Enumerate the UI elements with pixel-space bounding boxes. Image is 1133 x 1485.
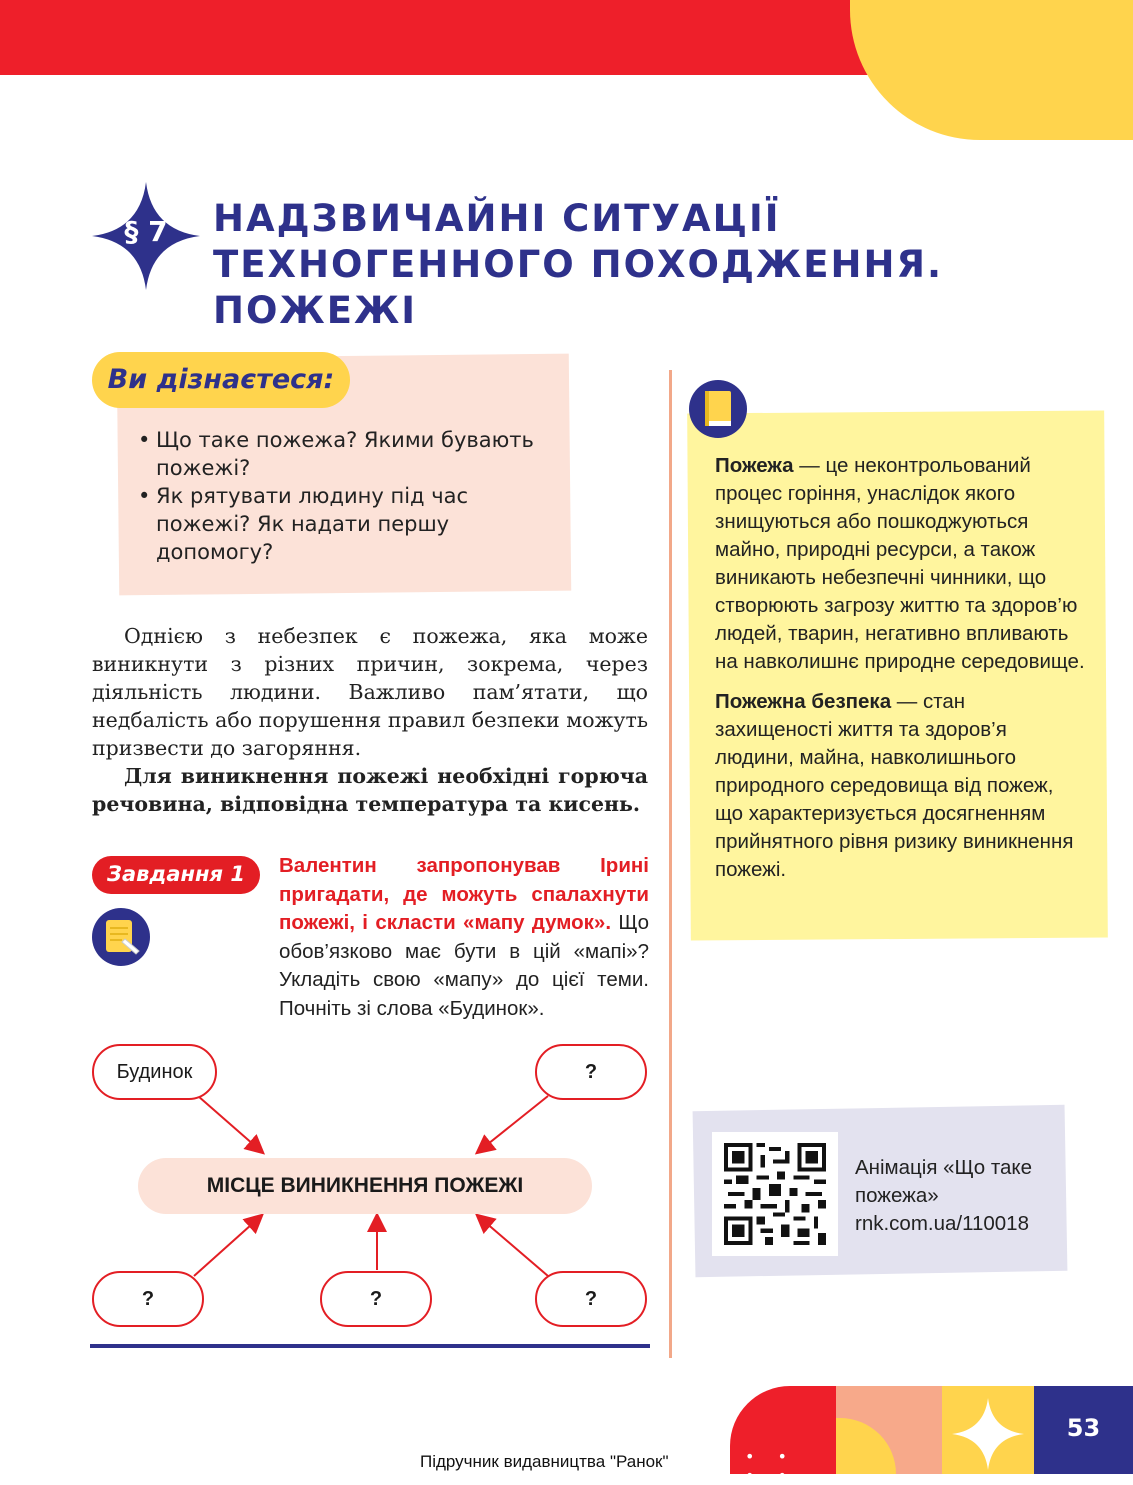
definition-fire-safety-text: — стан захищеності життя та здоров’я людини, майна, навколишнього природного середовища від пожеж, що характеризується досягненням прийнятного рівня ризику виникнення пожежі. [715,690,1074,881]
page-number: 53 [1066,1414,1101,1442]
qr-caption-line: Анімація «Що таке [855,1156,1033,1179]
definition-fire-safety [715,688,1085,884]
task-instruction: Що обов’язково має бути в цій «мапі»? Укладіть свою «мапу» до цієї теми. Почніть зі слова «Будинок». [279,911,649,1020]
body-paragraph: Однією з небезпек є пожежа, яка може виникнути з різних причин, зокрема, через діяльність людини. Важливо пам’ятати, що недбалість або порушення правил безпеки можуть призвести до загоряння. [92,624,648,760]
mindmap-node-start: Будинок [92,1044,217,1100]
learn-item: • Як рятувати людину під час пожежі? Як надати першу допомогу? [136,482,536,566]
definitions-text [715,452,1085,896]
learn-item: • Що таке пожежа? Якими бувають пожежі? [136,426,536,482]
task-text [279,852,649,1023]
column-divider [669,370,672,1358]
top-yellow-shape [850,0,1133,140]
body-text [92,622,648,818]
mindmap-node-blank: ? [92,1271,204,1327]
mindmap-node-blank: ? [535,1044,647,1100]
qr-code-icon[interactable] [724,1143,826,1245]
notepad-pencil-icon [92,908,150,966]
definition-fire [715,452,1085,676]
learn-list [136,426,536,566]
section-number: § 7 [124,215,168,248]
learn-label: Ви дізнаєтеся: [107,364,335,395]
qr-caption [855,1154,1065,1238]
mindmap-node-blank: ? [320,1271,432,1327]
mindmap-node-blank: ? [535,1271,647,1327]
star-icon [950,1396,1026,1472]
footer-dots: • • • • [745,1447,796,1485]
book-icon [689,380,747,438]
qr-caption-line: пожежа» [855,1184,939,1207]
body-paragraph-bold: Для виникнення пожежі необхідні горюча речовина, відповідна температура та кисень. [92,764,648,816]
section-divider [90,1344,650,1348]
task-highlight: Валентин запропонував Ірині пригадати, де можуть спалахнути пожежі, і скласти «мапу думок». [279,854,649,934]
term-fire-safety: Пожежна безпека [715,690,892,713]
qr-link[interactable]: rnk.com.ua/110018 [855,1212,1029,1235]
task-label: Завдання 1 [107,862,245,886]
mindmap-center: МІСЦЕ ВИНИКНЕННЯ ПОЖЕЖІ [138,1158,592,1214]
definition-fire-text: — це неконтрольований процес горіння, унаслідок якого знищуються або пошкоджуються майно, природні ресурси, а також виникають небезпечні чинники, що створюють загрозу життю та здоров’ю людей, тварин, негативно впливають на навколишнє природне середовище. [715,454,1085,673]
term-fire: Пожежа [715,454,794,477]
page-title: НАДЗВИЧАЙНІ СИТУАЦІЇ ТЕХНОГЕННОГО ПОХОДЖЕННЯ. ПОЖЕЖІ [213,197,944,332]
publisher-footer: Підручник видавництва "Ранок" [420,1452,669,1471]
